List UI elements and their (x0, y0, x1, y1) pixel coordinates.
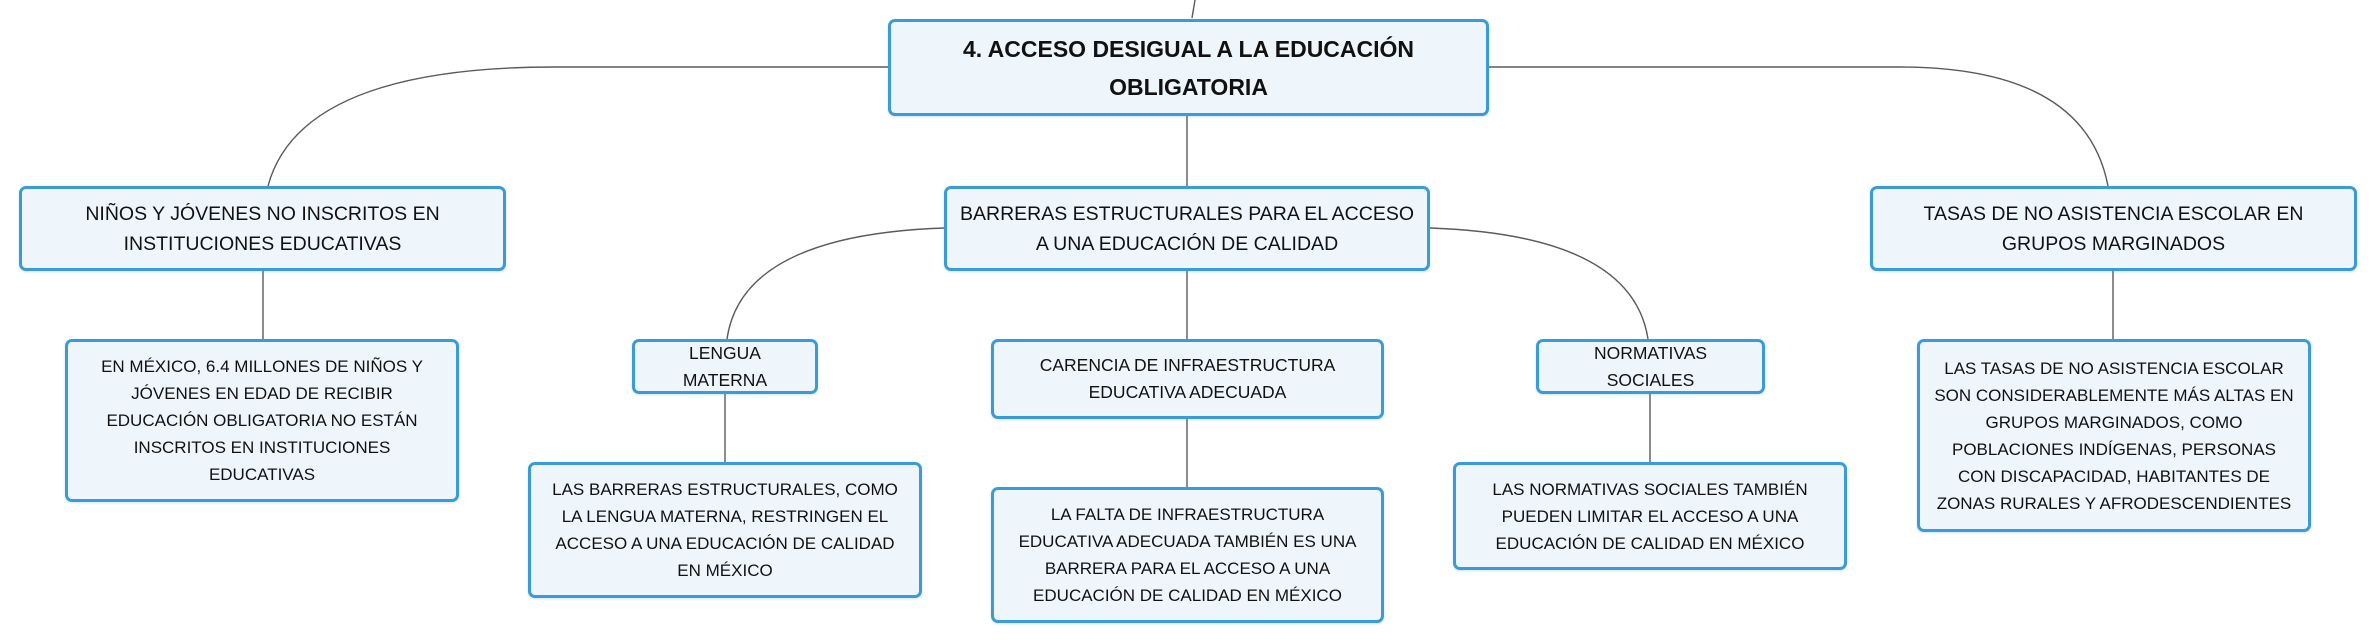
branch-label: NIÑOS Y JÓVENES NO INSCRITOS EN INSTITUCIONES EDUCATIVAS (85, 202, 440, 255)
detail-text: LAS NORMATIVAS SOCIALES TAMBIÉN PUEDEN LIMITAR EL ACCESO A UNA EDUCACIÓN DE CALIDAD EN MÉXICO (1492, 479, 1808, 553)
branch-node-no-inscritos[interactable] (19, 186, 506, 271)
connector-center-to-lengua (727, 228, 944, 339)
connector-parent-to-root (1192, 0, 1195, 18)
subbranch-label: NORMATIVAS SOCIALES (1593, 342, 1708, 390)
subbranch-label: CARENCIA DE INFRAESTRUCTURA EDUCATIVA ADECUADA (1039, 355, 1336, 402)
connector-root-to-branch-left (268, 67, 888, 186)
detail-text: EN MÉXICO, 6.4 MILLONES DE NIÑOS Y JÓVENES EN EDAD DE RECIBIR EDUCACIÓN OBLIGATORIA NO ESTÁN INSCRITOS EN INSTITUCIONES EDUCATIVAS (101, 357, 423, 484)
detail-node-lengua-materna[interactable] (528, 462, 922, 598)
detail-node-normativas-sociales[interactable] (1453, 462, 1847, 570)
connector-center-to-normativas (1430, 228, 1648, 339)
detail-node-carencia-infraestructura[interactable] (991, 487, 1384, 623)
root-title: 4. ACCESO DESIGUAL A LA EDUCACIÓN OBLIGATORIA (962, 35, 1415, 100)
root-node[interactable] (888, 19, 1489, 116)
branch-node-barreras[interactable] (944, 186, 1430, 271)
detail-node-no-inscritos[interactable] (65, 339, 459, 502)
subbranch-node-normativas-sociales[interactable] (1536, 339, 1765, 394)
detail-text: LA FALTA DE INFRAESTRUCTURA EDUCATIVA ADECUADA TAMBIÉN ES UNA BARRERA PARA EL ACCESO A UNA EDUCACIÓN DE CALIDAD EN MÉXICO (1018, 505, 1357, 605)
detail-text: LAS TASAS DE NO ASISTENCIA ESCOLAR SON CONSIDERABLEMENTE MÁS ALTAS EN GRUPOS MARGINADOS, COMO POBLACIONES INDÍGENAS, PERSONAS CON DISCAPACIDAD, HABITANTES DE ZONAS RURALES Y AFRODESCENDIENTES (1934, 358, 2294, 513)
connector-root-to-branch-right (1489, 67, 2108, 186)
detail-node-tasas[interactable] (1917, 339, 2311, 532)
branch-label: TASAS DE NO ASISTENCIA ESCOLAR EN GRUPOS MARGINADOS (1923, 202, 2304, 255)
branch-label: BARRERAS ESTRUCTURALES PARA EL ACCESO A UNA EDUCACIÓN DE CALIDAD (959, 202, 1415, 255)
branch-node-tasas[interactable] (1870, 186, 2357, 271)
detail-text: LAS BARRERAS ESTRUCTURALES, COMO LA LENGUA MATERNA, RESTRINGEN EL ACCESO A UNA EDUCACIÓN DE CALIDAD EN MÉXICO (552, 480, 898, 580)
subbranch-node-carencia-infraestructura[interactable] (991, 339, 1384, 419)
subbranch-node-lengua-materna[interactable] (632, 339, 818, 394)
subbranch-label: LENGUA MATERNA (682, 342, 768, 390)
